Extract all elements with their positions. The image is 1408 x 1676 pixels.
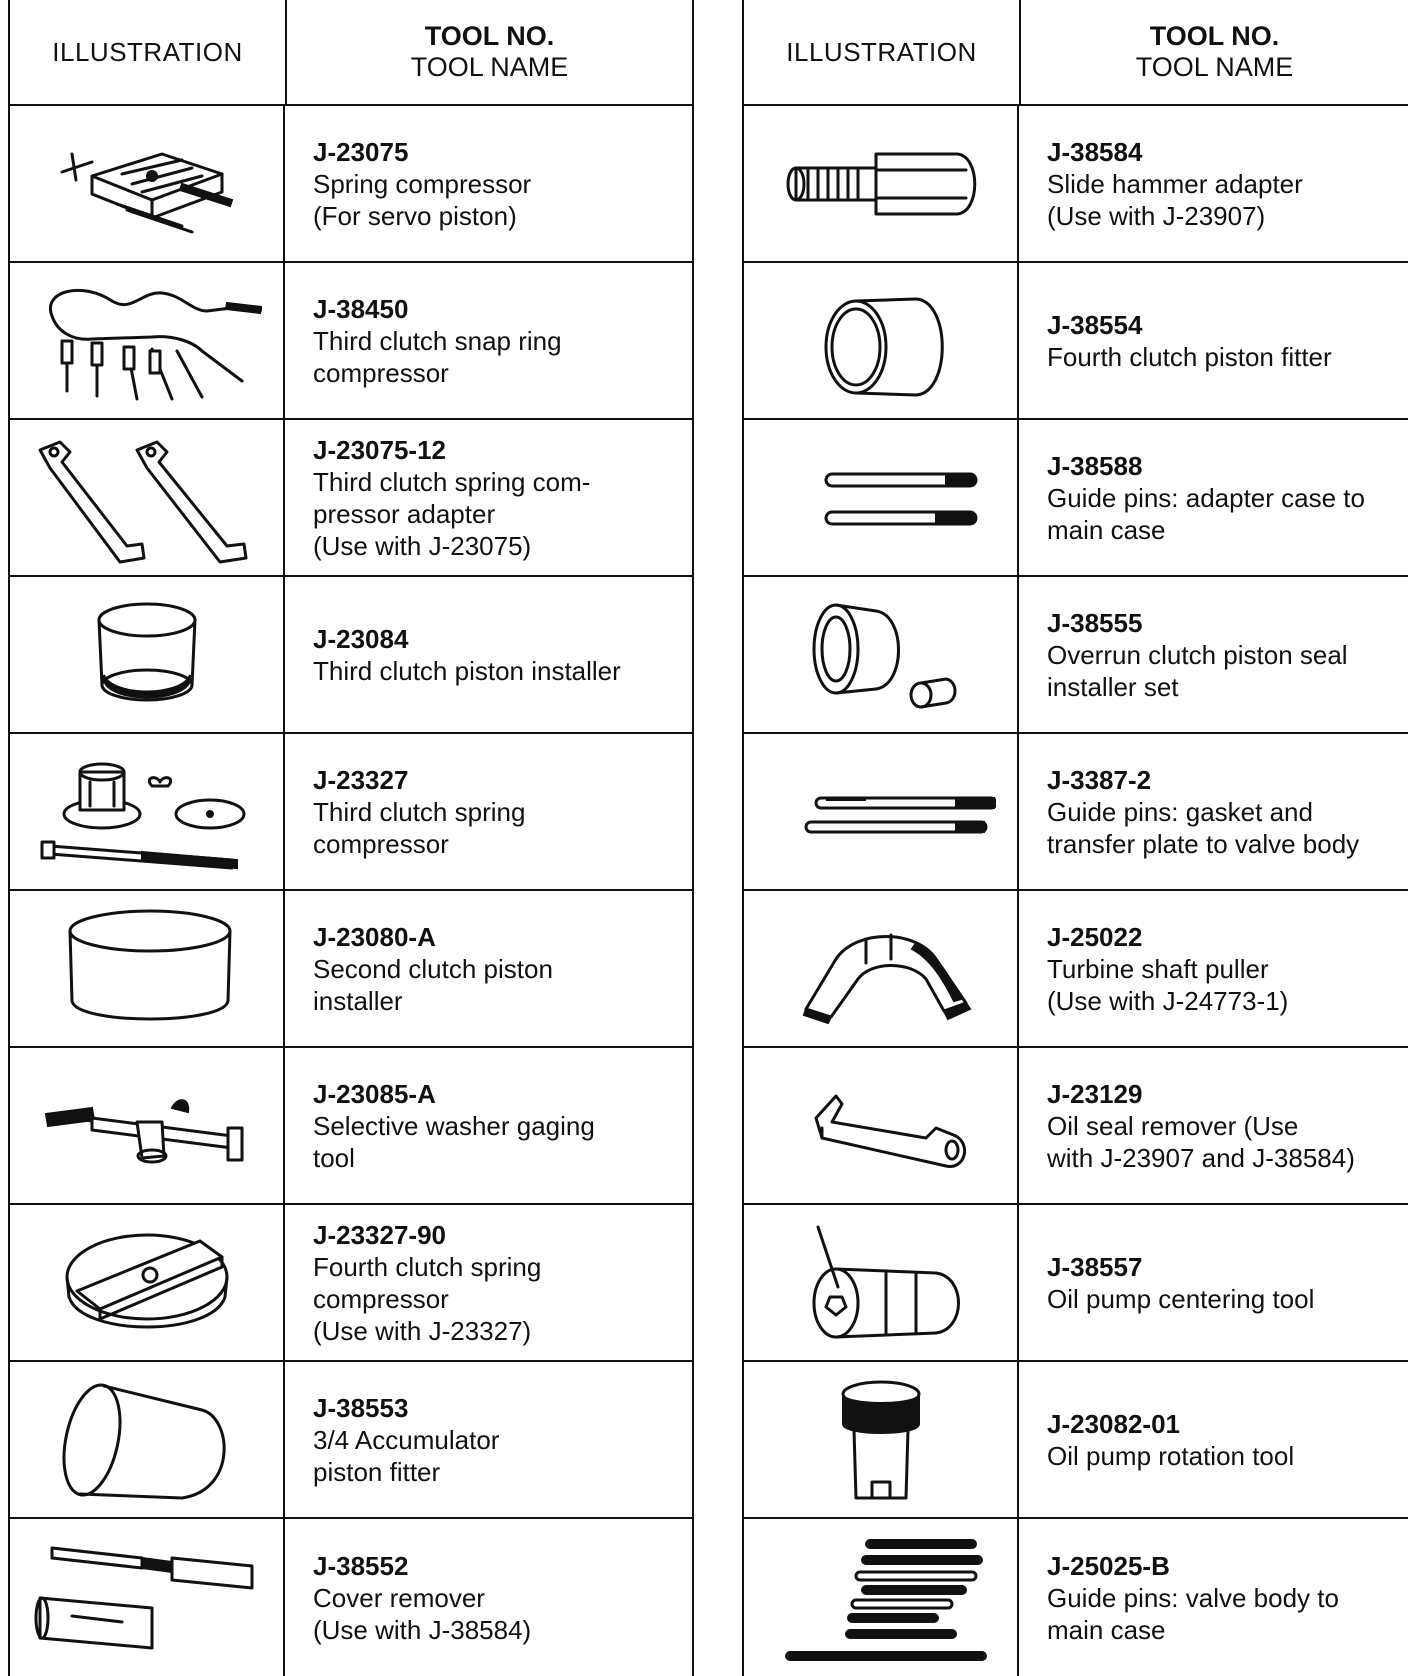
tool-number: J-23129 (1047, 1078, 1143, 1109)
tool-name-line: (Use with J-23327) (313, 1315, 532, 1346)
table-header (744, 0, 1408, 106)
tool-name-line: Slide hammer adapter (1047, 168, 1303, 199)
tool-name-line: tool (313, 1142, 355, 1173)
table-row (10, 420, 692, 577)
table-header (10, 0, 692, 106)
tool-name-line: transfer plate to valve body (1047, 828, 1360, 859)
tool-name-line: Third clutch spring (313, 796, 526, 827)
tool-number: J-38555 (1047, 607, 1143, 638)
tool-name-line: installer (313, 985, 403, 1016)
tool-number: J-23075-12 (313, 434, 446, 465)
tool-name-line: Third clutch piston installer (313, 655, 621, 686)
tool-name-line: Guide pins: gasket and (1047, 796, 1313, 827)
tool-name-line: compressor (313, 1283, 449, 1314)
table-row (10, 1205, 692, 1362)
tool-name-line: installer set (1047, 671, 1179, 702)
tool-name-line: Third clutch spring com- (313, 466, 591, 497)
tool-name-line: Guide pins: adapter case to (1047, 482, 1365, 513)
piston-fitter-icon (766, 271, 996, 411)
rotation-tool-icon (766, 1370, 996, 1510)
table-row (744, 263, 1408, 420)
tool-name-line: (Use with J-23907) (1047, 200, 1266, 231)
tool-no-header: TOOL NO. (1149, 21, 1280, 51)
tool-name-line: Second clutch piston (313, 953, 553, 984)
tool-name-line: Spring compressor (313, 168, 532, 199)
tool-name-line: main case (1047, 1614, 1166, 1645)
tool-name-line: Oil pump rotation tool (1047, 1440, 1295, 1471)
tool-name-line: Overrun clutch piston seal (1047, 639, 1348, 670)
tool-name-line: Fourth clutch piston fitter (1047, 341, 1332, 372)
table-row (10, 106, 692, 263)
table-row (10, 891, 692, 1048)
piston-installer-drum-icon (32, 899, 262, 1039)
guide-pins-set-icon (766, 1528, 996, 1668)
tool-name-line: 3/4 Accumulator (313, 1424, 500, 1455)
tool-name-line: (Use with J-24773-1) (1047, 985, 1289, 1016)
table-row (744, 1205, 1408, 1362)
gaging-tool-icon (32, 1056, 262, 1196)
tool-number: J-38584 (1047, 136, 1143, 167)
table-row (744, 577, 1408, 734)
spring-compressor-icon (32, 114, 262, 254)
accumulator-fitter-icon (32, 1370, 262, 1510)
table-row (744, 1362, 1408, 1519)
tool-name-line: with J-23907 and J-38584) (1047, 1142, 1355, 1173)
tool-number: J-38552 (313, 1550, 409, 1581)
tool-name-line: Oil pump centering tool (1047, 1283, 1315, 1314)
table-row (10, 734, 692, 891)
tool-number: J-23327 (313, 764, 409, 795)
tool-column-header (287, 0, 692, 104)
tool-number: J-3387-2 (1047, 764, 1152, 795)
tool-number: J-38553 (313, 1392, 409, 1423)
tool-name-header: TOOL NAME (410, 52, 569, 82)
table-row (10, 263, 692, 420)
guide-pins-icon (766, 428, 996, 568)
clutch-spring-compressor-icon (32, 742, 262, 882)
tool-number: J-23082-01 (1047, 1408, 1180, 1439)
compressor-adapter-icon (32, 428, 262, 568)
tool-number: J-38554 (1047, 309, 1143, 340)
table-row (744, 1519, 1408, 1676)
centering-tool-icon (766, 1213, 996, 1353)
tool-table-right (742, 0, 1408, 1676)
snap-ring-compressor-icon (32, 271, 262, 411)
tool-name-line: (For servo piston) (313, 200, 517, 231)
table-row (10, 577, 692, 734)
tool-number: J-25022 (1047, 921, 1143, 952)
tool-name-line: Oil seal remover (Use (1047, 1110, 1299, 1141)
tool-name-line: pressor adapter (313, 498, 496, 529)
tool-name-line: Guide pins: valve body to (1047, 1582, 1339, 1613)
seal-installer-set-icon (766, 585, 996, 725)
tool-name-line: piston fitter (313, 1456, 441, 1487)
tool-number: J-23085-A (313, 1078, 436, 1109)
tool-name-line: Fourth clutch spring (313, 1251, 542, 1282)
tool-name-line: Turbine shaft puller (1047, 953, 1269, 984)
table-row (744, 891, 1408, 1048)
tool-number: J-38588 (1047, 450, 1143, 481)
tool-name-header: TOOL NAME (1135, 52, 1294, 82)
tool-name-line: compressor (313, 828, 449, 859)
tool-name-line: (Use with J-23075) (313, 530, 532, 561)
tool-table-left (8, 0, 694, 1676)
slide-hammer-adapter-icon (766, 114, 996, 254)
table-row (744, 734, 1408, 891)
tool-number: J-38450 (313, 293, 409, 324)
tool-name-line: Selective washer gaging (313, 1110, 595, 1141)
tool-name-line: compressor (313, 357, 449, 388)
tool-number: J-25025-B (1047, 1550, 1170, 1581)
table-row (10, 1519, 692, 1676)
tool-name-line: (Use with J-38584) (313, 1614, 532, 1645)
table-row (10, 1048, 692, 1205)
tool-name-line: Third clutch snap ring (313, 325, 562, 356)
table-row (744, 1048, 1408, 1205)
oil-seal-remover-icon (766, 1056, 996, 1196)
illustration-column-header: ILLUSTRATION (10, 0, 287, 104)
table-row (10, 1362, 692, 1519)
cover-remover-icon (32, 1528, 262, 1668)
piston-installer-ring-icon (32, 585, 262, 725)
tool-number: J-38557 (1047, 1251, 1143, 1282)
illustration-column-header: ILLUSTRATION (744, 0, 1021, 104)
tool-number: J-23084 (313, 623, 409, 654)
tool-number: J-23075 (313, 136, 409, 167)
tool-no-header: TOOL NO. (424, 21, 555, 51)
tool-number: J-23080-A (313, 921, 436, 952)
tool-name-line: Cover remover (313, 1582, 485, 1613)
tool-name-line: main case (1047, 514, 1166, 545)
tool-column-header (1021, 0, 1408, 104)
spring-compressor-plate-icon (32, 1213, 262, 1353)
tool-number: J-23327-90 (313, 1219, 446, 1250)
guide-pins-long-icon (766, 742, 996, 882)
turbine-shaft-puller-icon (766, 899, 996, 1039)
table-row (744, 106, 1408, 263)
table-row (744, 420, 1408, 577)
